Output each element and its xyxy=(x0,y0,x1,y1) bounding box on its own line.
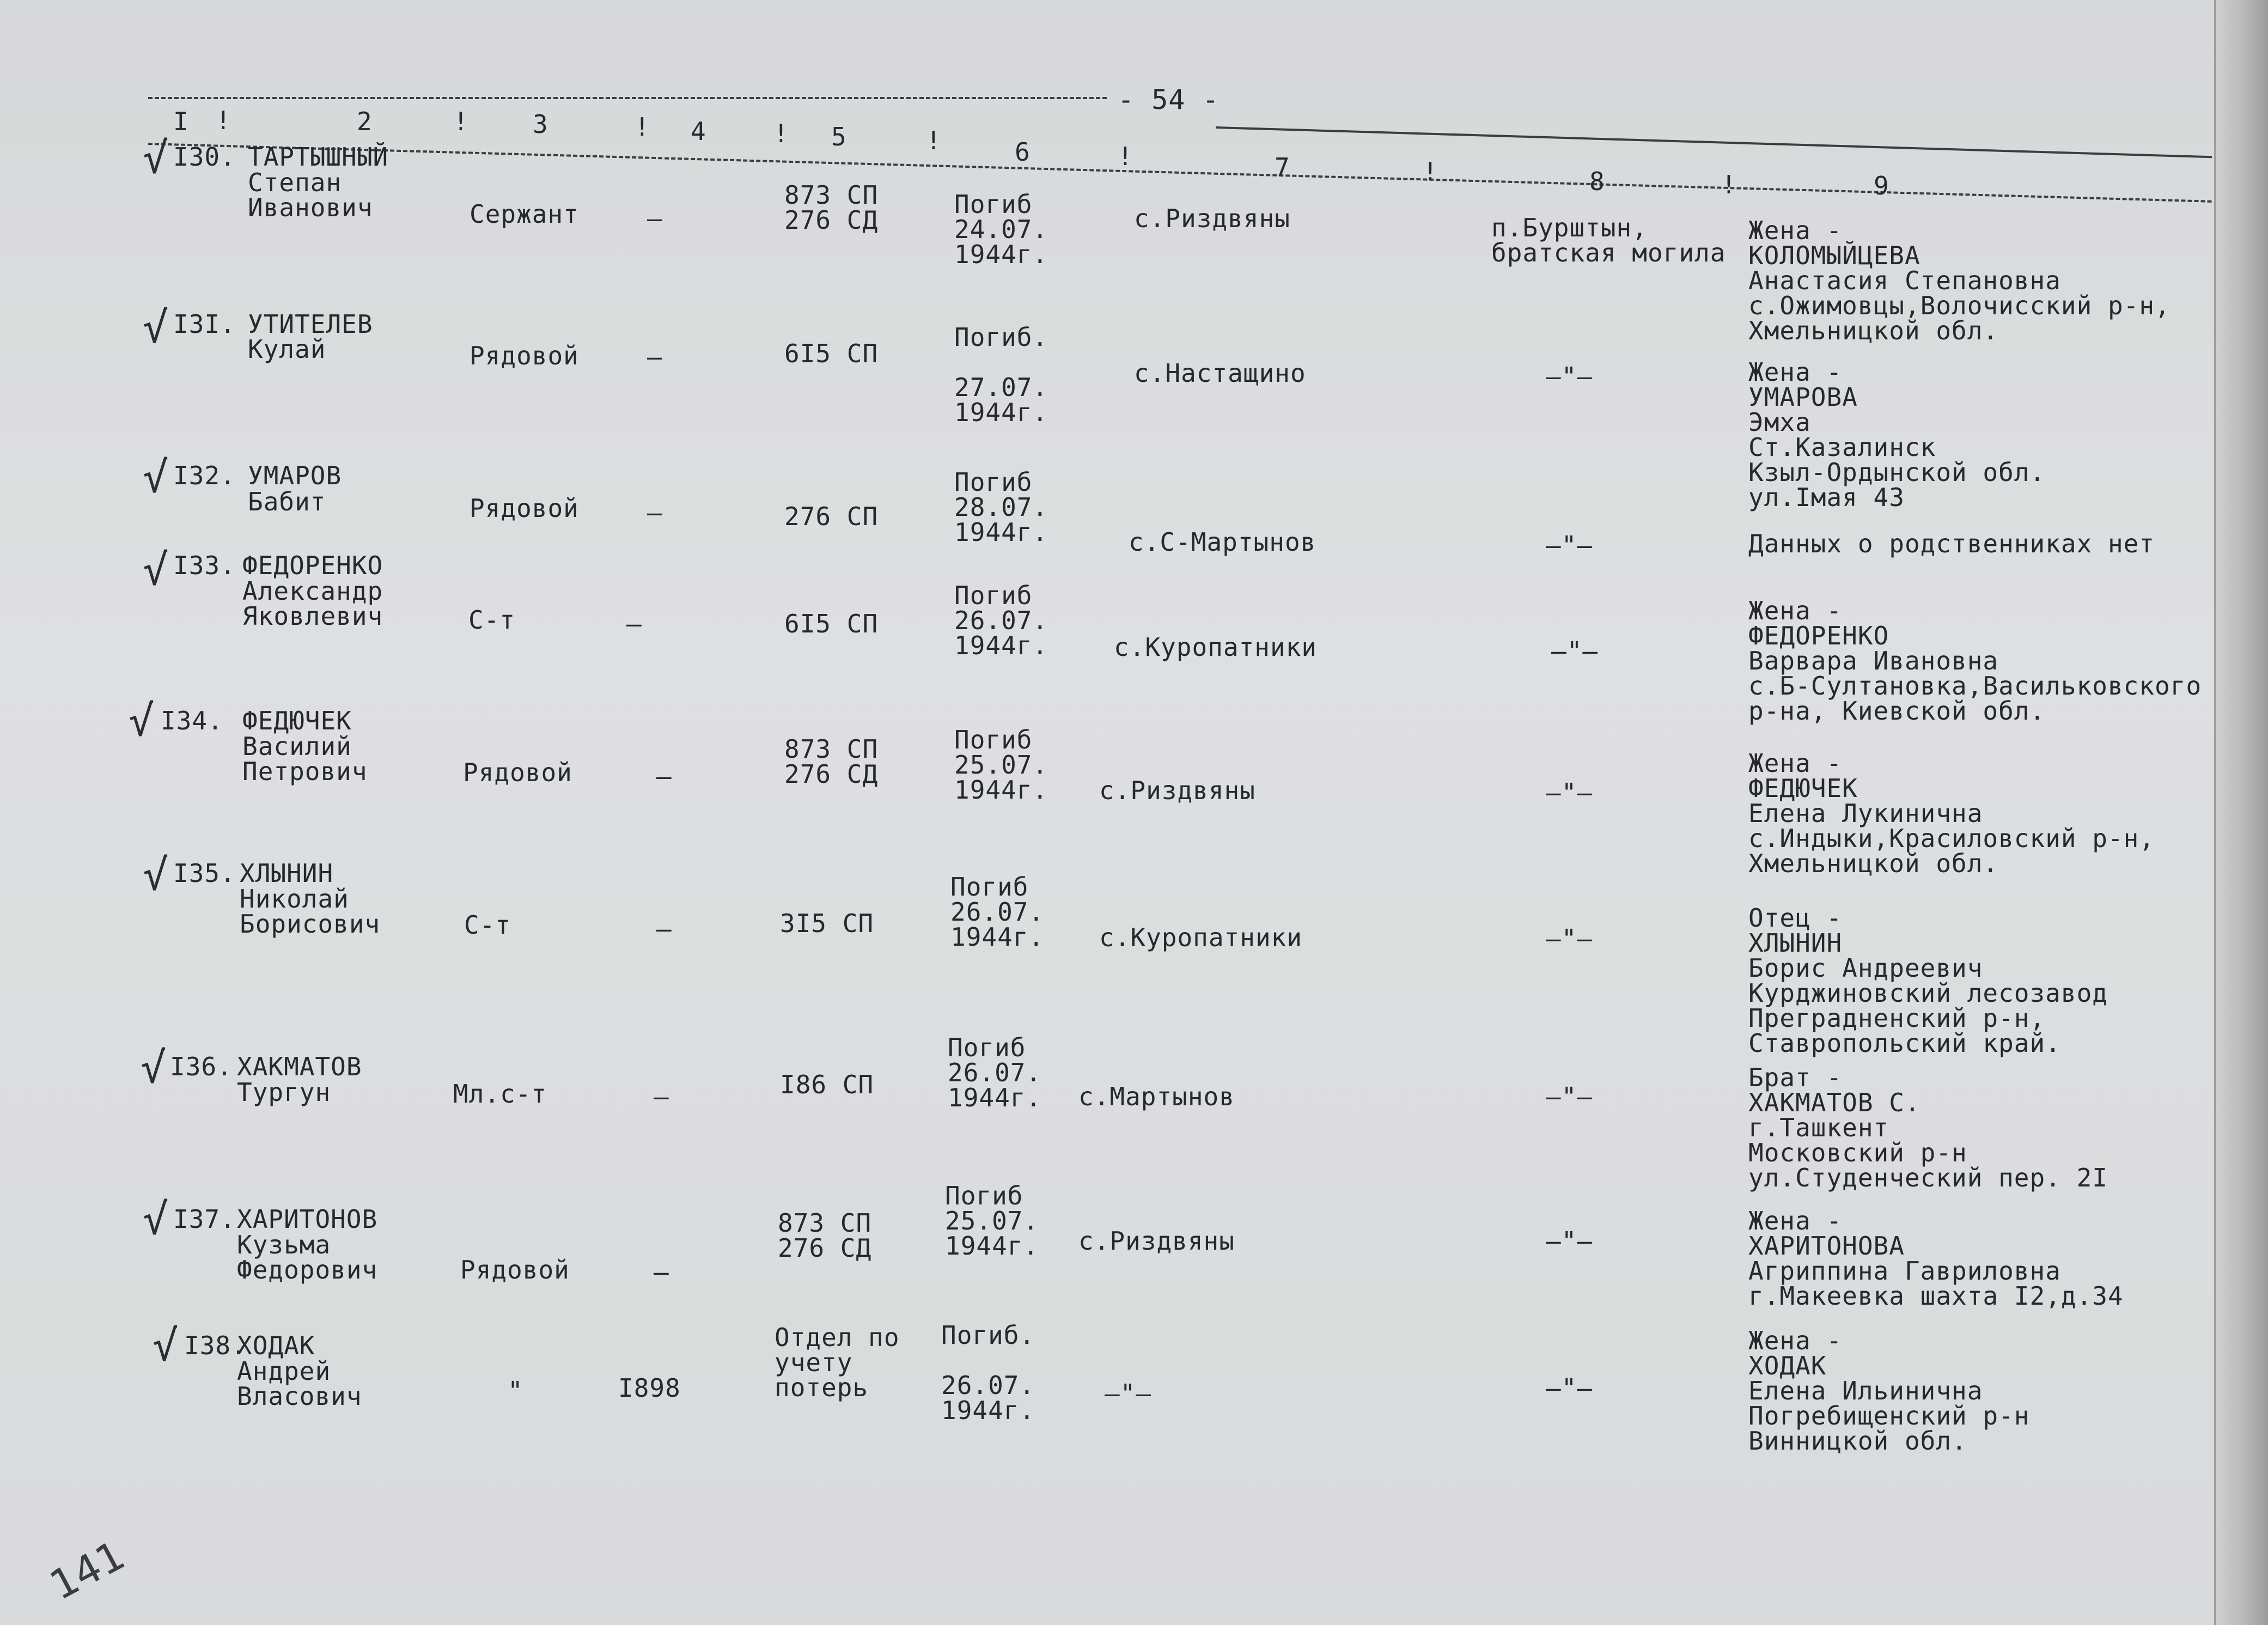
column-header-2: 2 xyxy=(357,107,373,136)
burial-place: –"– xyxy=(1546,531,1593,560)
column-separator: ! xyxy=(453,107,469,136)
relatives: Данных о родственниках нет xyxy=(1748,529,2155,558)
relatives: Отец - ХЛЫНИН Борис Андреевич Курджиновский лесозавод Преградненский р-н, Ставропольский край. xyxy=(1748,903,2108,1058)
rank: Рядовой xyxy=(470,494,579,523)
record-number: I35. xyxy=(173,859,236,888)
surname: УМАРОВ xyxy=(248,461,342,490)
surname: ФЕДЮЧЕК xyxy=(242,706,352,735)
burial-place: –"– xyxy=(1546,1373,1593,1403)
burial-place: –"– xyxy=(1551,636,1599,666)
relatives: Жена - КОЛОМЫЙЦЕВА Анастасия Степановна с.Ожимовцы,Волочисский р-н, Хмельницкой обл. xyxy=(1748,216,2171,345)
birth-year: – xyxy=(656,762,672,791)
checkmark-icon: √ xyxy=(143,134,168,183)
birth-year: – xyxy=(654,1082,669,1111)
rank: " xyxy=(508,1376,523,1405)
page-number: - 54 - xyxy=(1118,84,1220,115)
surname: ХАКМАТОВ xyxy=(237,1052,362,1081)
checkmark-icon: √ xyxy=(153,1322,178,1371)
record-number: I33. xyxy=(173,551,236,580)
place-of-death: с.Риздвяны xyxy=(1134,204,1290,233)
rank: С-т xyxy=(468,605,516,635)
place-of-death: –"– xyxy=(1105,1379,1152,1408)
given-names: Николай Борисович xyxy=(240,884,381,939)
given-names: Кулай xyxy=(248,334,326,364)
header-rule-bottom xyxy=(148,143,2212,203)
column-header-6: 6 xyxy=(1015,137,1031,167)
burial-place: п.Бурштын, братская могила xyxy=(1491,213,1726,267)
unit: 873 СП 276 СД xyxy=(784,734,879,789)
birth-year: I898 xyxy=(618,1373,681,1403)
relatives: Жена - ФЕДЮЧЕК Елена Лукинична с.Индыки,Красиловский р-н, Хмельницкой обл. xyxy=(1748,748,2155,878)
rank: Мл.с-т xyxy=(453,1079,547,1109)
place-of-death: с.Куропатники xyxy=(1099,923,1303,952)
column-separator: ! xyxy=(1423,157,1438,186)
unit: 6I5 СП xyxy=(784,609,879,638)
place-of-death: с.Куропатники xyxy=(1114,632,1318,662)
checkmark-icon: √ xyxy=(143,1195,168,1244)
birth-year: – xyxy=(647,498,663,527)
place-of-death: с.Мартынов xyxy=(1078,1082,1235,1111)
given-names: Тургун xyxy=(237,1078,331,1107)
checkmark-icon: √ xyxy=(143,303,168,352)
rank: С-т xyxy=(464,910,511,940)
birth-year: – xyxy=(626,609,642,638)
given-names: Андрей Власович xyxy=(237,1356,362,1411)
surname: ФЕДОРЕНКО xyxy=(242,551,383,580)
unit: Отдел по учету потерь xyxy=(775,1323,900,1402)
column-header-7: 7 xyxy=(1275,153,1290,182)
relatives: Жена - ХАРИТОНОВА Агриппина Гавриловна г.Макеевка шахта I2,д.34 xyxy=(1748,1206,2124,1311)
fate-date: Погиб. 26.07. 1944г. xyxy=(941,1320,1035,1425)
column-header-1: I xyxy=(173,107,189,136)
record-number: I3I. xyxy=(173,309,236,339)
column-separator: ! xyxy=(1118,142,1133,171)
unit: 6I5 СП xyxy=(784,339,879,368)
rank: Рядовой xyxy=(463,758,572,787)
fate-date: Погиб 26.07. 1944г. xyxy=(950,872,1045,952)
book-binding xyxy=(2214,0,2268,1625)
checkmark-icon: √ xyxy=(143,546,168,595)
checkmark-icon: √ xyxy=(143,453,168,502)
record-number: I37. xyxy=(173,1204,236,1234)
given-names: Василий Петрович xyxy=(242,732,368,786)
relatives: Жена - ХОДАК Елена Ильинична Погребищенский р-н Винницкой обл. xyxy=(1748,1326,2030,1456)
place-of-death: с.Риздвяны xyxy=(1099,776,1255,805)
surname: ХЛЫНИН xyxy=(240,859,334,888)
burial-place: –"– xyxy=(1546,1082,1593,1111)
fate-date: Погиб 24.07. 1944г. xyxy=(954,190,1048,269)
burial-place: –"– xyxy=(1546,362,1593,391)
column-separator: ! xyxy=(1721,170,1737,199)
place-of-death: с.С-Мартынов xyxy=(1129,527,1316,557)
record-number: I38. xyxy=(184,1331,247,1360)
column-header-3: 3 xyxy=(533,109,548,139)
record-number: I30. xyxy=(173,142,236,172)
fate-date: Погиб 25.07. 1944г. xyxy=(954,725,1048,805)
record-number: I32. xyxy=(173,461,236,490)
place-of-death: с.Риздвяны xyxy=(1078,1226,1235,1256)
record-number: I36. xyxy=(170,1052,233,1081)
birth-year: – xyxy=(647,342,663,372)
surname: УТИТЕЛЕВ xyxy=(248,309,373,339)
unit: I86 СП xyxy=(780,1070,874,1099)
given-names: Александр Яковлевич xyxy=(242,576,383,631)
checkmark-icon: √ xyxy=(141,1044,166,1093)
surname: ТАРТЫШНЫЙ xyxy=(248,142,389,172)
rank: Рядовой xyxy=(460,1255,570,1285)
header-rule-top xyxy=(148,97,1107,99)
checkmark-icon: √ xyxy=(129,697,154,746)
column-header-5: 5 xyxy=(831,122,847,151)
relatives: Брат - ХАКМАТОВ С. г.Ташкент Московский р-н ул.Студенческий пер. 2I xyxy=(1748,1063,2108,1192)
fate-date: Погиб 26.07. 1944г. xyxy=(948,1033,1042,1112)
burial-place: –"– xyxy=(1546,778,1593,807)
checkmark-icon: √ xyxy=(143,851,168,900)
burial-place: –"– xyxy=(1546,1226,1593,1256)
margin-note: 141 xyxy=(42,1531,133,1610)
unit: 3I5 СП xyxy=(780,909,874,938)
surname: ХАРИТОНОВ xyxy=(237,1204,378,1234)
unit: 276 СП xyxy=(784,502,879,531)
record-number: I34. xyxy=(161,706,223,735)
place-of-death: с.Настащино xyxy=(1134,358,1306,388)
column-separator: ! xyxy=(635,112,650,142)
column-header-9: 9 xyxy=(1874,171,1889,200)
birth-year: – xyxy=(656,914,672,944)
rank: Рядовой xyxy=(470,341,579,370)
given-names: Степан Иванович xyxy=(248,168,373,222)
column-header-4: 4 xyxy=(691,117,706,146)
header-rule-top-right xyxy=(1216,126,2212,158)
column-separator: ! xyxy=(773,119,789,148)
fate-date: Погиб 26.07. 1944г. xyxy=(954,581,1048,660)
unit: 873 СП 276 СД xyxy=(778,1208,872,1263)
column-separator: ! xyxy=(216,106,231,135)
column-header-8: 8 xyxy=(1589,167,1605,196)
rank: Сержант xyxy=(470,199,579,229)
birth-year: – xyxy=(647,204,663,233)
given-names: Бабит xyxy=(248,487,326,516)
burial-place: –"– xyxy=(1546,924,1593,953)
surname: ХОДАК xyxy=(237,1331,315,1360)
column-separator: ! xyxy=(926,126,942,155)
relatives: Жена - УМАРОВА Эмха Ст.Казалинск Кзыл-Ордынской обл. ул.Iмая 43 xyxy=(1748,357,2046,512)
given-names: Кузьма Федорович xyxy=(237,1230,378,1285)
fate-date: Погиб. 27.07. 1944г. xyxy=(954,322,1048,427)
relatives: Жена - ФЕДОРЕНКО Варвара Ивановна с.Б-Султановка,Васильковского р-на, Киевской обл. xyxy=(1748,596,2202,726)
fate-date: Погиб 28.07. 1944г. xyxy=(954,467,1048,547)
birth-year: – xyxy=(654,1257,669,1287)
fate-date: Погиб 25.07. 1944г. xyxy=(945,1181,1039,1261)
unit: 873 СП 276 СД xyxy=(784,180,879,235)
